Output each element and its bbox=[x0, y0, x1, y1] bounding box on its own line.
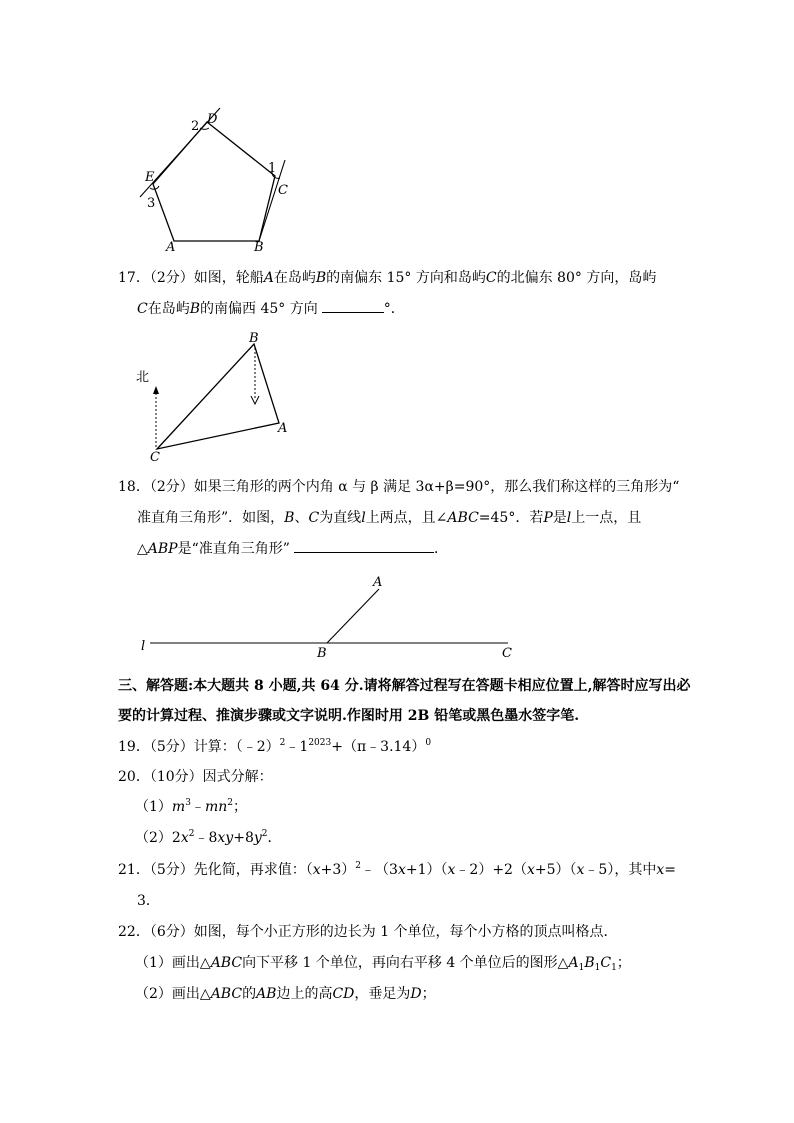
q21-number: 21． bbox=[118, 862, 150, 878]
q18-answer-blank[interactable] bbox=[294, 538, 434, 553]
q21-text: ﹣5），其中 bbox=[584, 862, 657, 878]
q17-text: °． bbox=[383, 301, 405, 317]
q22-var: ABC bbox=[210, 986, 243, 1002]
q17-var: C bbox=[137, 301, 148, 317]
q22-var: A bbox=[568, 955, 579, 971]
q22-text: 向下平移 1 个单位，再向右平移 4 个单位后的图形△ bbox=[242, 955, 569, 971]
q17-score: （2分） bbox=[149, 270, 194, 286]
q17-text: 的南偏东 15° 方向和岛屿 bbox=[326, 270, 486, 286]
pentagon-shape bbox=[153, 122, 275, 241]
q18-var: B bbox=[284, 510, 295, 526]
q22-subscript: 1 bbox=[594, 963, 601, 973]
q21-var: x bbox=[312, 862, 321, 878]
q21-line2: 3． bbox=[137, 893, 160, 909]
q18-var: ABC bbox=[447, 510, 479, 526]
q18-number: 18． bbox=[118, 479, 150, 495]
q18-line3 bbox=[137, 538, 448, 559]
label-A: A bbox=[278, 421, 288, 436]
label-2: 2 bbox=[191, 119, 200, 134]
q22-text: ，垂足为 bbox=[354, 986, 411, 1002]
label-C: C bbox=[502, 646, 512, 661]
q22-part2 bbox=[135, 984, 436, 1004]
q20-var: y bbox=[253, 830, 262, 846]
label-D: D bbox=[207, 112, 218, 127]
q18-text: ． bbox=[433, 541, 448, 557]
q18-text: =45°．若 bbox=[478, 510, 544, 526]
q19-number: 19． bbox=[118, 739, 150, 755]
q17-text: 如图，轮船 bbox=[193, 270, 264, 286]
q20-text: 2 bbox=[171, 830, 181, 846]
q17-line1 bbox=[118, 268, 656, 288]
q22-var: ABC bbox=[210, 955, 243, 971]
q20-var: mn bbox=[204, 799, 228, 815]
q20-part1 bbox=[135, 797, 247, 817]
q17-text: 的南偏西 45° 方向 bbox=[200, 301, 318, 317]
q22-var: C bbox=[600, 955, 612, 971]
q21-text: 先化简，再求值：（ bbox=[193, 862, 313, 878]
q22-number: 22． bbox=[118, 924, 150, 940]
q21-var: x bbox=[656, 862, 665, 878]
q22-var: CD bbox=[332, 986, 355, 1002]
q21-var: x bbox=[447, 862, 456, 878]
q17-var: B bbox=[315, 270, 327, 286]
section3-heading-line2: 要的计算过程、推演步骤或文字说明.作图时用 2B 铅笔或黑色墨水签字笔. bbox=[118, 708, 580, 724]
q21-text: +5）（ bbox=[534, 862, 577, 878]
q20-var: m bbox=[171, 799, 186, 815]
q19-exponent: 0 bbox=[425, 738, 432, 748]
q21-text: = bbox=[664, 862, 676, 878]
q22-text: 边上的高 bbox=[276, 986, 333, 1002]
q20-exponent: 2 bbox=[188, 829, 195, 839]
q20-score: （10分） bbox=[149, 769, 203, 785]
segment-BA bbox=[327, 589, 379, 643]
q20-text: 因式分解： bbox=[202, 769, 273, 785]
north-arrow-head bbox=[153, 386, 159, 394]
q18-text: 是 bbox=[552, 510, 567, 526]
q21-text: ﹣（3 bbox=[361, 862, 398, 878]
q21-var: x bbox=[397, 862, 406, 878]
q20 bbox=[118, 767, 273, 787]
label-north: 北 bbox=[136, 370, 150, 385]
q19-exponent: 2 bbox=[279, 738, 286, 748]
q18-var: l bbox=[566, 510, 572, 526]
q22 bbox=[118, 922, 618, 942]
q21-line1 bbox=[118, 860, 676, 880]
ship-direction-figure bbox=[130, 325, 300, 465]
q20-text: ﹣8 bbox=[194, 830, 218, 846]
q21-text: ﹣2）+2（ bbox=[455, 862, 527, 878]
q19-text: +（π﹣3.14） bbox=[331, 739, 426, 755]
q18-text: 上两点，且∠ bbox=[365, 510, 448, 526]
q18-line2 bbox=[137, 508, 641, 528]
label-A: A bbox=[373, 575, 383, 590]
q18-line1 bbox=[118, 477, 679, 497]
q17-var: B bbox=[189, 301, 201, 317]
q17-text: 在岛屿 bbox=[147, 301, 190, 317]
q21-score: （5分） bbox=[149, 862, 194, 878]
q19-text: ﹣1 bbox=[285, 739, 309, 755]
q19-exponent: 2023 bbox=[308, 738, 332, 748]
label-l: l bbox=[141, 639, 146, 654]
q22-part1 bbox=[135, 953, 631, 973]
q22-text: ； bbox=[616, 955, 631, 971]
q22-text: ； bbox=[421, 986, 436, 1002]
q18-text: 上一点，且 bbox=[571, 510, 642, 526]
q20-text: ； bbox=[232, 799, 247, 815]
q17-answer-blank[interactable] bbox=[322, 298, 384, 313]
q19-score: （5分） bbox=[149, 739, 194, 755]
q20-text: ． bbox=[267, 830, 282, 846]
q19 bbox=[118, 737, 431, 757]
q21-var: x bbox=[576, 862, 585, 878]
q18-text: △ bbox=[137, 541, 148, 557]
q18-var: C bbox=[308, 510, 320, 526]
q21-var: x bbox=[526, 862, 535, 878]
q17-var: A bbox=[263, 270, 274, 286]
section3-heading-line1: 三、解答题:本大题共 8 小题,共 64 分.请将解答过程写在答题卡相应位置上,解答时应写出必 bbox=[118, 678, 691, 694]
label-B: B bbox=[317, 646, 327, 661]
q17-var: C bbox=[485, 270, 497, 286]
q18-text: 准直角三角形”．如图， bbox=[137, 510, 285, 526]
label-3: 3 bbox=[147, 196, 156, 211]
line-l-figure bbox=[135, 570, 525, 665]
q22-text: 如图，每个小正方形的边长为 1 个单位，每个小方格的顶点叫格点． bbox=[193, 924, 618, 940]
q20-var: xy bbox=[217, 830, 234, 846]
label-B: B bbox=[249, 331, 259, 346]
label-B: B bbox=[254, 240, 264, 255]
label-C: C bbox=[150, 450, 160, 465]
q17-text: 的北偏东 80° 方向，岛屿 bbox=[496, 270, 657, 286]
triangle-ABC bbox=[157, 344, 279, 449]
q18-text: 为直线 bbox=[319, 510, 362, 526]
q18-text: 、 bbox=[294, 510, 309, 526]
q21-text: +3） bbox=[320, 862, 356, 878]
q18-text: 如果三角形的两个内角 α 与 β 满足 3α+β=90°，那么我们称这样的三角形为“ bbox=[193, 479, 680, 495]
q19-text: 计算：（﹣2） bbox=[193, 739, 280, 755]
q18-score: （2分） bbox=[149, 479, 194, 495]
q20-part-label: （2） bbox=[135, 830, 172, 846]
q20-var: x bbox=[180, 830, 189, 846]
q20-number: 20． bbox=[118, 769, 150, 785]
q22-text: （1）画出△ bbox=[135, 955, 211, 971]
q22-score: （6分） bbox=[149, 924, 194, 940]
q21-exponent: 2 bbox=[355, 861, 362, 871]
q18-var: P bbox=[543, 510, 553, 526]
label-E: E bbox=[145, 170, 155, 185]
q17-number: 17． bbox=[118, 270, 150, 286]
q20-part2 bbox=[135, 828, 282, 848]
label-C: C bbox=[278, 183, 288, 198]
q20-exponent: 2 bbox=[227, 798, 233, 808]
q17-text: 在岛屿 bbox=[273, 270, 316, 286]
q22-var: AB bbox=[256, 986, 277, 1002]
q22-text: （2）画出△ bbox=[135, 986, 211, 1002]
q22-var: D bbox=[410, 986, 422, 1002]
q18-var: ABP bbox=[147, 541, 178, 557]
q22-text: 的 bbox=[242, 986, 257, 1002]
pentagon-figure bbox=[130, 98, 300, 258]
q20-exponent: 2 bbox=[261, 829, 268, 839]
q20-text: ﹣ bbox=[190, 799, 205, 815]
q18-text: 是“准直角三角形” bbox=[177, 541, 290, 557]
q22-subscript: 1 bbox=[611, 963, 617, 973]
q17-line2 bbox=[137, 298, 405, 319]
q21-text: +1）（ bbox=[405, 862, 448, 878]
label-1: 1 bbox=[268, 161, 277, 176]
label-A: A bbox=[166, 240, 176, 255]
q22-subscript: 1 bbox=[578, 963, 585, 973]
q22-var: B bbox=[584, 955, 595, 971]
q20-text: +8 bbox=[233, 830, 254, 846]
q20-exponent: 3 bbox=[185, 798, 191, 808]
q20-part-label: （1） bbox=[135, 799, 172, 815]
q18-var: l bbox=[361, 510, 366, 526]
